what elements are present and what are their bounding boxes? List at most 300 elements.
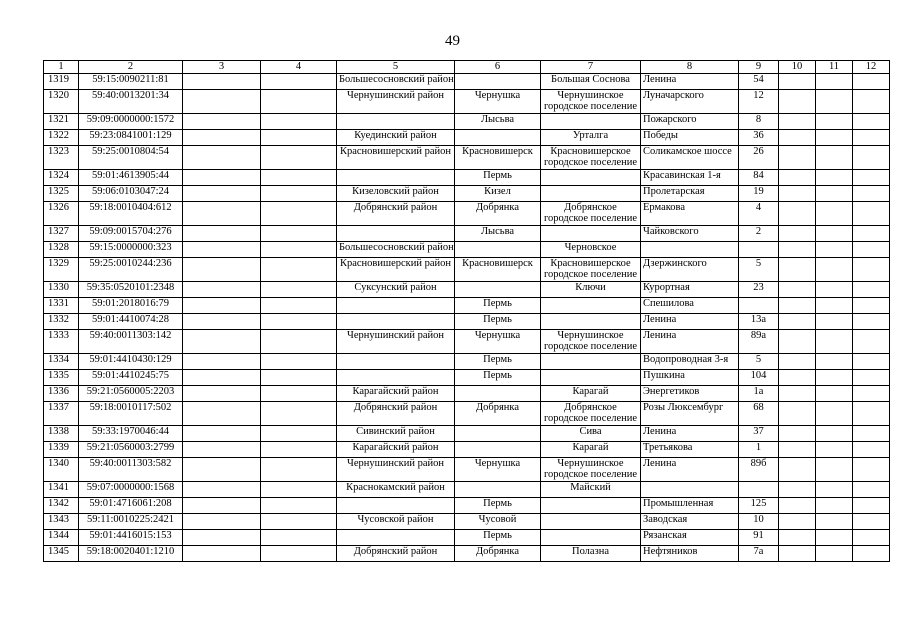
table-cell: Добрянка	[455, 402, 541, 426]
table-cell: Пермь	[455, 370, 541, 386]
table-cell: Нефтяников	[641, 546, 739, 562]
table-cell	[816, 498, 853, 514]
table-cell	[261, 402, 337, 426]
table-row	[44, 314, 890, 330]
table-row	[44, 370, 890, 386]
column-header: 10	[779, 61, 816, 74]
table-cell	[816, 90, 853, 114]
table-cell	[853, 258, 890, 282]
table-cell	[183, 74, 261, 90]
table-cell: 8	[739, 114, 779, 130]
table-cell: 68	[739, 402, 779, 426]
table-cell	[853, 498, 890, 514]
table-cell: Пролетарская	[641, 186, 739, 202]
table-cell	[853, 314, 890, 330]
table-cell	[816, 386, 853, 402]
table-cell: Добрянское городское поселение	[541, 202, 641, 226]
table-cell	[261, 482, 337, 498]
table-cell	[853, 370, 890, 386]
table-cell	[261, 258, 337, 282]
table-cell: Красновишерский район	[337, 258, 455, 282]
table-cell	[779, 458, 816, 482]
table-cell: Чернушинское городское поселение	[541, 458, 641, 482]
table-cell: Луначарского	[641, 90, 739, 114]
table-cell: Чернушинское городское поселение	[541, 330, 641, 354]
table-cell: 59:01:4613905:44	[79, 170, 183, 186]
table-cell: 1339	[44, 442, 79, 458]
table-cell	[261, 242, 337, 258]
table-cell	[261, 282, 337, 298]
table-cell	[853, 282, 890, 298]
table-cell: 19	[739, 186, 779, 202]
table-cell: 1330	[44, 282, 79, 298]
table-cell	[853, 146, 890, 170]
table-cell	[853, 74, 890, 90]
table-cell: 7а	[739, 546, 779, 562]
table-cell: 1323	[44, 146, 79, 170]
table-cell	[541, 530, 641, 546]
table-cell: Сива	[541, 426, 641, 442]
table-cell	[337, 226, 455, 242]
table-row	[44, 90, 890, 114]
table-cell	[541, 226, 641, 242]
table-cell	[183, 530, 261, 546]
table-cell	[261, 386, 337, 402]
table-row	[44, 186, 890, 202]
column-header: 8	[641, 61, 739, 74]
table-cell	[183, 514, 261, 530]
table-cell: 59:15:0000000:323	[79, 242, 183, 258]
table-cell	[816, 546, 853, 562]
table-cell: Суксунский район	[337, 282, 455, 298]
table-cell: 4	[739, 202, 779, 226]
table-cell	[337, 498, 455, 514]
table-cell	[816, 442, 853, 458]
table-cell	[816, 114, 853, 130]
table-cell	[816, 242, 853, 258]
table-cell: 59:01:4716061:208	[79, 498, 183, 514]
table-cell: 59:09:0000000:1572	[79, 114, 183, 130]
table-cell: Чайковского	[641, 226, 739, 242]
table-cell: Карагайский район	[337, 386, 455, 402]
table-cell: 1320	[44, 90, 79, 114]
table-row	[44, 146, 890, 170]
table-cell: Ключи	[541, 282, 641, 298]
table-cell	[739, 298, 779, 314]
table-cell	[779, 74, 816, 90]
table-cell	[261, 74, 337, 90]
table-cell	[779, 330, 816, 354]
table-cell	[853, 298, 890, 314]
table-cell	[183, 330, 261, 354]
table-cell: 59:21:0560003:2799	[79, 442, 183, 458]
table-cell	[455, 386, 541, 402]
table-cell: 59:35:0520101:2348	[79, 282, 183, 298]
table-cell: 1335	[44, 370, 79, 386]
table-cell	[739, 482, 779, 498]
table-cell: Карагай	[541, 442, 641, 458]
table-cell	[183, 170, 261, 186]
table-cell: 13а	[739, 314, 779, 330]
table-cell	[337, 370, 455, 386]
table-cell: 1319	[44, 74, 79, 90]
table-cell: Сивинский район	[337, 426, 455, 442]
table-cell	[779, 442, 816, 458]
table-cell: Ленина	[641, 426, 739, 442]
table-cell	[541, 354, 641, 370]
table-cell	[779, 386, 816, 402]
table-cell	[261, 370, 337, 386]
table-cell	[183, 402, 261, 426]
table-cell: 1337	[44, 402, 79, 426]
table-cell	[183, 458, 261, 482]
column-header: 4	[261, 61, 337, 74]
table-cell	[337, 530, 455, 546]
table-cell	[853, 354, 890, 370]
table-cell: 84	[739, 170, 779, 186]
table-cell	[261, 546, 337, 562]
table-cell: Большесосновский район	[337, 242, 455, 258]
table-cell: Ленина	[641, 330, 739, 354]
table-cell	[779, 514, 816, 530]
table-cell: 23	[739, 282, 779, 298]
table-cell	[261, 114, 337, 130]
column-header: 12	[853, 61, 890, 74]
table-cell	[816, 458, 853, 482]
table-cell	[779, 314, 816, 330]
table-cell	[853, 226, 890, 242]
table-cell: 1338	[44, 426, 79, 442]
table-cell	[455, 74, 541, 90]
column-header: 7	[541, 61, 641, 74]
table-cell: 1а	[739, 386, 779, 402]
table-cell: Третьякова	[641, 442, 739, 458]
column-header: 11	[816, 61, 853, 74]
table-cell: Ленина	[641, 458, 739, 482]
table-cell: 59:01:4410245:75	[79, 370, 183, 386]
table-cell: 59:01:4410074:28	[79, 314, 183, 330]
table-cell: Кизеловский район	[337, 186, 455, 202]
table-cell	[853, 482, 890, 498]
table-row	[44, 442, 890, 458]
table-cell	[183, 114, 261, 130]
table-cell	[779, 282, 816, 298]
table-cell: Полазна	[541, 546, 641, 562]
table-cell: 59:21:0560005:2203	[79, 386, 183, 402]
table-cell	[541, 314, 641, 330]
table-row	[44, 402, 890, 426]
table-cell	[261, 146, 337, 170]
table-cell: Куединский район	[337, 130, 455, 146]
table-cell	[853, 330, 890, 354]
table-cell	[853, 530, 890, 546]
table-cell: Пушкина	[641, 370, 739, 386]
table-cell: Карагай	[541, 386, 641, 402]
table-cell	[541, 498, 641, 514]
table-cell	[816, 314, 853, 330]
table-cell	[261, 498, 337, 514]
table-cell	[337, 298, 455, 314]
table-cell	[816, 146, 853, 170]
table-cell: 1340	[44, 458, 79, 482]
table-cell	[816, 370, 853, 386]
table-cell: 1327	[44, 226, 79, 242]
table-cell	[816, 202, 853, 226]
table-cell	[183, 298, 261, 314]
table-cell	[779, 170, 816, 186]
table-cell	[779, 242, 816, 258]
table-cell	[183, 282, 261, 298]
table-cell: Чернушинский район	[337, 330, 455, 354]
table-cell	[779, 258, 816, 282]
table-cell: 59:40:0013201:34	[79, 90, 183, 114]
table-cell	[261, 330, 337, 354]
table-cell: 1329	[44, 258, 79, 282]
table-row	[44, 114, 890, 130]
table-cell: 12	[739, 90, 779, 114]
table-cell	[816, 330, 853, 354]
table-cell: Красновишерск	[455, 258, 541, 282]
table-cell	[261, 458, 337, 482]
table-cell: Ермакова	[641, 202, 739, 226]
table-cell: 1331	[44, 298, 79, 314]
register-table	[43, 60, 890, 562]
table-cell: 1333	[44, 330, 79, 354]
table-cell	[779, 90, 816, 114]
table-cell: Кизел	[455, 186, 541, 202]
table-cell	[183, 226, 261, 242]
header-row	[44, 61, 890, 74]
table-cell	[816, 426, 853, 442]
table-cell: 1344	[44, 530, 79, 546]
table-row	[44, 354, 890, 370]
table-cell	[455, 426, 541, 442]
table-cell	[779, 530, 816, 546]
table-cell: 1325	[44, 186, 79, 202]
table-cell: Чернушинский район	[337, 458, 455, 482]
table-cell	[183, 186, 261, 202]
table-cell: 36	[739, 130, 779, 146]
table-cell	[779, 146, 816, 170]
table-cell	[261, 314, 337, 330]
table-row	[44, 242, 890, 258]
table-cell: Чернушка	[455, 90, 541, 114]
table-cell: 59:06:0103047:24	[79, 186, 183, 202]
table-cell	[816, 530, 853, 546]
table-cell	[183, 370, 261, 386]
table-cell	[183, 482, 261, 498]
table-row	[44, 170, 890, 186]
table-cell	[853, 202, 890, 226]
table-cell: Красновишерский район	[337, 146, 455, 170]
table-cell	[541, 514, 641, 530]
table-cell	[853, 546, 890, 562]
table-cell: 5	[739, 354, 779, 370]
table-cell	[853, 402, 890, 426]
table-cell	[261, 226, 337, 242]
table-cell: Пермь	[455, 170, 541, 186]
table-cell	[183, 426, 261, 442]
table-row	[44, 482, 890, 498]
table-cell: 59:18:0020401:1210	[79, 546, 183, 562]
table-cell	[183, 146, 261, 170]
table-cell	[779, 482, 816, 498]
table-row	[44, 426, 890, 442]
table-cell: 1332	[44, 314, 79, 330]
table-cell: Соликамское шоссе	[641, 146, 739, 170]
table-cell	[779, 298, 816, 314]
table-cell	[261, 130, 337, 146]
table-cell	[853, 114, 890, 130]
table-cell: 59:01:4416015:153	[79, 530, 183, 546]
table-cell	[337, 314, 455, 330]
table-cell: Чернушинский район	[337, 90, 455, 114]
table-row	[44, 498, 890, 514]
table-row	[44, 130, 890, 146]
table-cell: 1334	[44, 354, 79, 370]
table-cell: 104	[739, 370, 779, 386]
table-cell: 1343	[44, 514, 79, 530]
table-cell: 2	[739, 226, 779, 242]
table-cell: 89б	[739, 458, 779, 482]
table-cell: Дзержинского	[641, 258, 739, 282]
table-cell: 1322	[44, 130, 79, 146]
table-cell: Чусовской район	[337, 514, 455, 530]
table-cell	[337, 114, 455, 130]
table-cell: 59:18:0010117:502	[79, 402, 183, 426]
table-cell: Пермь	[455, 314, 541, 330]
table-cell	[455, 130, 541, 146]
table-cell: Добрянка	[455, 202, 541, 226]
table-cell	[816, 226, 853, 242]
table-cell	[779, 226, 816, 242]
table-cell: Черновское	[541, 242, 641, 258]
table-cell: Пермь	[455, 298, 541, 314]
table-cell	[816, 186, 853, 202]
table-cell	[816, 354, 853, 370]
table-cell: 59:18:0010404:612	[79, 202, 183, 226]
table-cell	[641, 242, 739, 258]
table-cell	[779, 370, 816, 386]
table-cell	[853, 426, 890, 442]
table-cell	[455, 442, 541, 458]
table-cell: Курортная	[641, 282, 739, 298]
table-cell	[853, 458, 890, 482]
table-cell: 1342	[44, 498, 79, 514]
table-cell: Пермь	[455, 498, 541, 514]
table-cell: 59:11:0010225:2421	[79, 514, 183, 530]
table-cell	[455, 482, 541, 498]
table-cell: Красновишерское городское поселение	[541, 146, 641, 170]
table-cell: 1328	[44, 242, 79, 258]
table-cell	[261, 90, 337, 114]
table-cell	[541, 114, 641, 130]
table-cell	[261, 426, 337, 442]
table-cell	[779, 114, 816, 130]
table-cell	[337, 170, 455, 186]
table-cell: Ленина	[641, 314, 739, 330]
table-cell	[183, 314, 261, 330]
table-cell: Большесосновский район	[337, 74, 455, 90]
table-cell	[739, 242, 779, 258]
table-row	[44, 258, 890, 282]
table-cell: Рязанская	[641, 530, 739, 546]
table-cell: Промышленная	[641, 498, 739, 514]
table-cell: 1	[739, 442, 779, 458]
table-row	[44, 74, 890, 90]
table-cell	[853, 170, 890, 186]
table-cell	[541, 170, 641, 186]
table-cell: Добрянский район	[337, 402, 455, 426]
column-header: 2	[79, 61, 183, 74]
table-cell	[779, 498, 816, 514]
table-cell	[816, 402, 853, 426]
table-row	[44, 530, 890, 546]
table-cell	[779, 546, 816, 562]
table-cell	[853, 186, 890, 202]
table-cell	[816, 514, 853, 530]
table-cell	[816, 482, 853, 498]
table-cell	[183, 386, 261, 402]
table-cell	[816, 282, 853, 298]
table-cell	[853, 386, 890, 402]
table-cell	[779, 426, 816, 442]
table-cell: Красновишерск	[455, 146, 541, 170]
table-cell: Красавинская 1-я	[641, 170, 739, 186]
table-cell: 59:09:0015704:276	[79, 226, 183, 242]
column-header: 1	[44, 61, 79, 74]
table-cell: Добрянка	[455, 546, 541, 562]
table-cell	[261, 170, 337, 186]
table-row	[44, 386, 890, 402]
table-cell	[261, 354, 337, 370]
table-cell: 91	[739, 530, 779, 546]
table-row	[44, 458, 890, 482]
table-cell: Спешилова	[641, 298, 739, 314]
table-cell	[779, 130, 816, 146]
table-cell: 1336	[44, 386, 79, 402]
table-row	[44, 226, 890, 242]
table-cell: Заводская	[641, 514, 739, 530]
column-header: 3	[183, 61, 261, 74]
table-cell	[779, 402, 816, 426]
table-cell: Карагайский район	[337, 442, 455, 458]
table-row	[44, 298, 890, 314]
table-cell: Пожарского	[641, 114, 739, 130]
table-cell	[261, 530, 337, 546]
table-cell: Водопроводная 3-я	[641, 354, 739, 370]
table-cell	[183, 90, 261, 114]
table-cell	[183, 546, 261, 562]
table-row	[44, 330, 890, 354]
table-cell: 5	[739, 258, 779, 282]
table-cell: 26	[739, 146, 779, 170]
column-header: 6	[455, 61, 541, 74]
table-row	[44, 514, 890, 530]
column-header: 5	[337, 61, 455, 74]
table-cell: 59:33:1970046:44	[79, 426, 183, 442]
table-cell: 1341	[44, 482, 79, 498]
table-cell: Урталга	[541, 130, 641, 146]
table-cell: Энергетиков	[641, 386, 739, 402]
table-cell: 59:40:0011303:582	[79, 458, 183, 482]
table-cell: Пермь	[455, 354, 541, 370]
table-cell	[183, 442, 261, 458]
table-cell: Ленина	[641, 74, 739, 90]
table-cell	[816, 298, 853, 314]
table-cell: 59:01:4410430:129	[79, 354, 183, 370]
table-cell: Лысьва	[455, 114, 541, 130]
